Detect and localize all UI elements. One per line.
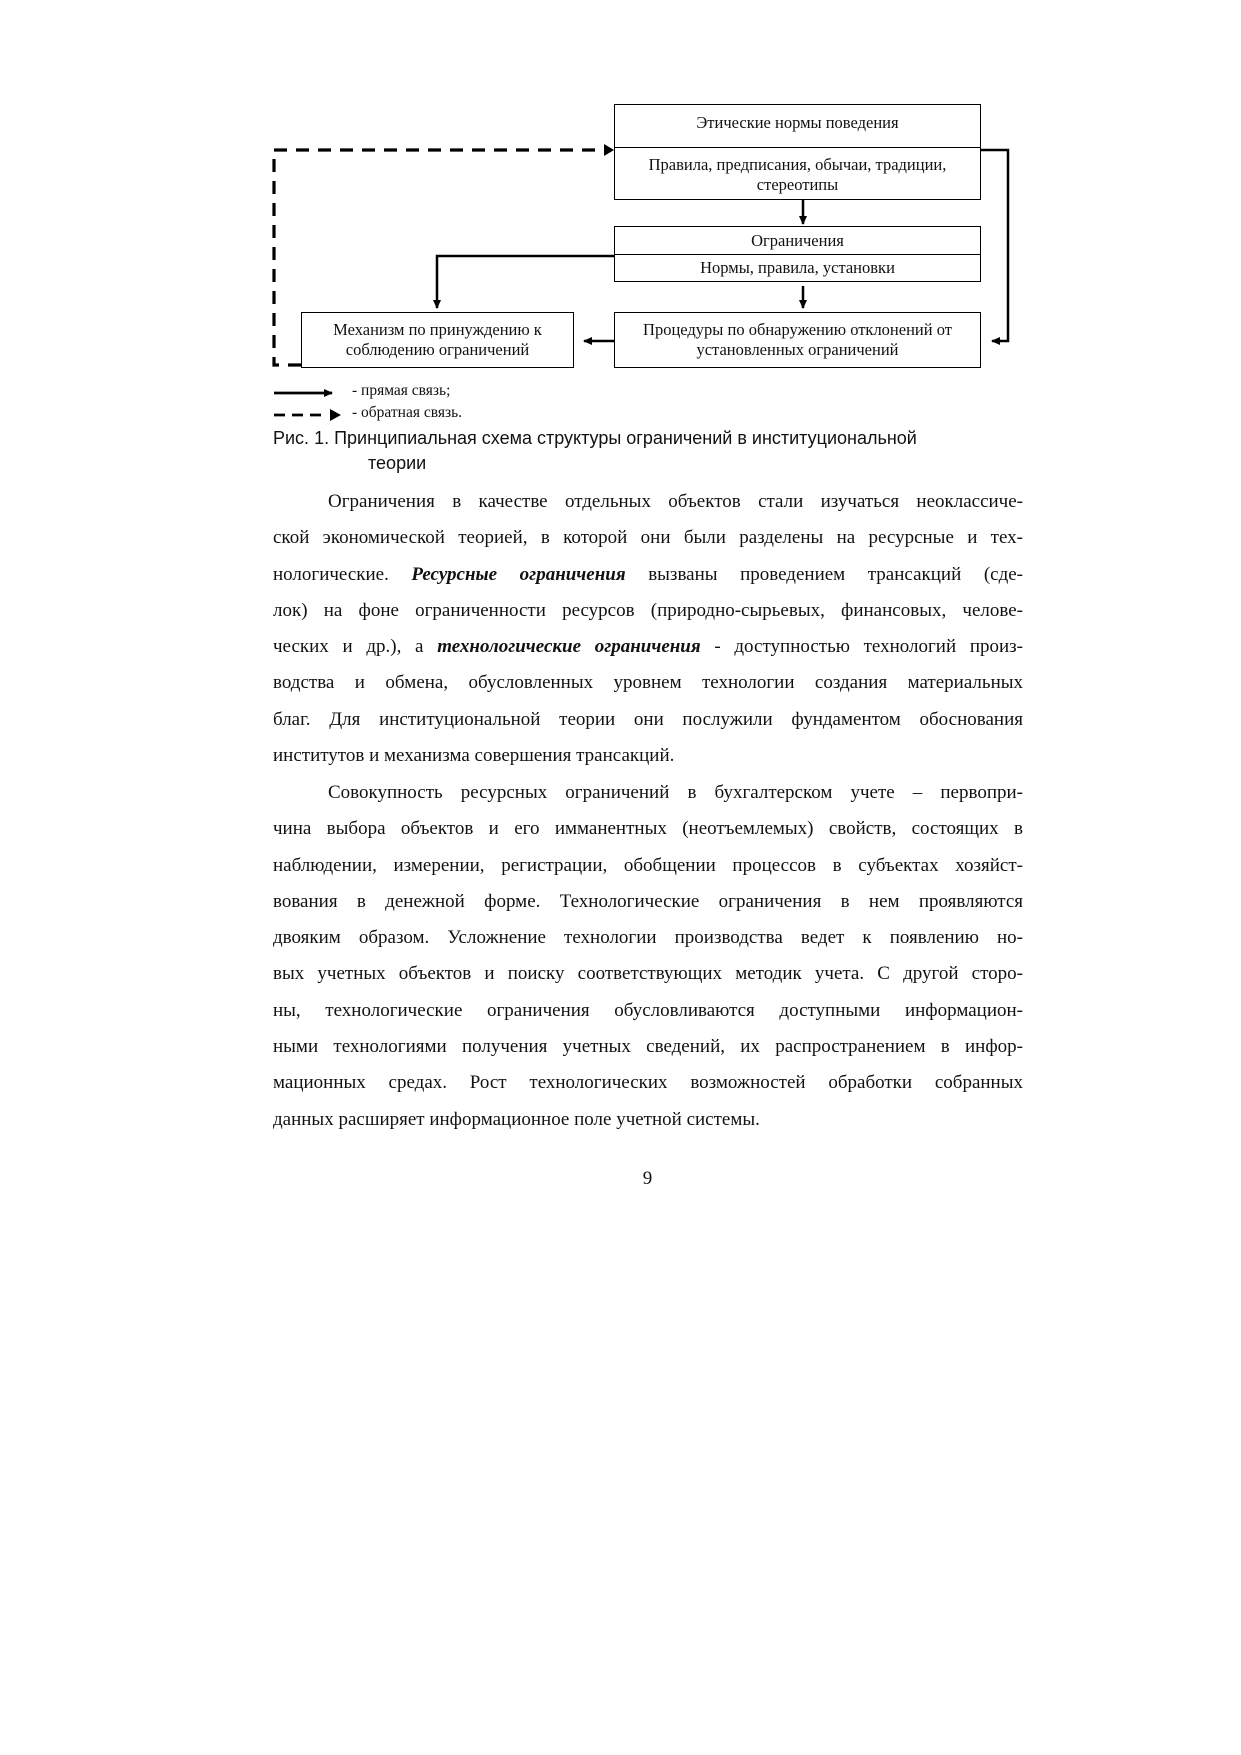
text-line: лок) на фоне ограниченности ресурсов (природно-сырьевых, финансовых, челове- — [273, 599, 1023, 621]
figure-caption — [273, 426, 993, 476]
term-technological-constraints: технологические ограничения — [437, 636, 701, 658]
text-line: вования в денежной форме. Технологические ограничения в нем проявляются — [273, 890, 1023, 912]
ethical-norms-details: Правила, предписания, обычаи, традиции, стереотипы — [648, 155, 947, 194]
text-line: Совокупность ресурсных ограничений в бухгалтерском учете – первопри- — [328, 782, 1023, 803]
figure-caption-line-2: теории — [368, 453, 427, 473]
text-line: ской экономической теорией, в которой они были разделены на ресурсные и тех- — [273, 527, 1023, 549]
text-line: наблюдении, измерении, регистрации, обобщении процессов в субъектах хозяйст- — [273, 854, 1023, 876]
text-line: мационных средах. Рост технологических возможностей обработки собранных — [273, 1072, 1023, 1094]
legend-direct-label: - прямая связь; — [352, 382, 451, 399]
box-enforcement-mechanism — [301, 312, 574, 368]
box-divider — [615, 147, 980, 148]
arrow-constraints-to-mechanism — [437, 256, 614, 308]
box-ethical-norms — [614, 104, 981, 200]
text-line: ны, технологические ограничения обусловливаются доступными информацион- — [273, 999, 1023, 1021]
text-line: ческих и др.), а технологические ограничения - доступностью технологий произ- — [273, 636, 1023, 658]
box-deviation-procedures — [614, 312, 981, 368]
diagram-connectors — [0, 0, 1241, 440]
institutional-constraints-diagram — [0, 0, 1241, 440]
ethical-norms-title: Этические нормы поведения — [696, 113, 899, 132]
text-line: благ. Для институциональной теории они послужили фундаментом обоснования — [273, 708, 1023, 730]
figure-caption-line-1: Рис. 1. Принципиальная схема структуры ограничений в институциональной — [273, 428, 917, 448]
text-line: ными технологиями получения учетных сведений, их распространением в инфор- — [273, 1036, 1023, 1058]
paragraph-1 — [273, 484, 1023, 774]
text-line: Ограничения в качестве отдельных объектов стали изучаться неоклассиче- — [328, 491, 1023, 512]
paragraph-2 — [273, 775, 1023, 1138]
text-line: институтов и механизма совершения трансакций. — [273, 745, 675, 767]
feedback-arrowhead — [604, 144, 614, 156]
box-constraints — [614, 226, 981, 282]
text-line: данных расширяет информационное поле учетной системы. — [273, 1108, 760, 1130]
enforcement-mechanism-text: Механизм по принуждению к соблюдению ограничений — [333, 320, 542, 359]
arrow-ethics-to-procedures — [981, 150, 1008, 341]
deviation-procedures-text: Процедуры по обнаружению отклонений от установленных ограничений — [643, 320, 952, 359]
page-number: 9 — [642, 1168, 653, 1189]
term-resource-constraints: Ресурсные ограничения — [411, 563, 626, 585]
text-line: нологические. Ресурсные ограничения вызваны проведением трансакций (сде- — [273, 563, 1023, 585]
constraints-details: Нормы, правила, установки — [700, 258, 895, 277]
text-line: чина выбора объектов и его имманентных (неотъемлемых) свойств, состоящих в — [273, 818, 1023, 840]
text-line: двояким образом. Усложнение технологии производства ведет к появлению но- — [273, 927, 1023, 949]
text-line: вых учетных объектов и поиску соответствующих методик учета. С другой сторо- — [273, 963, 1023, 985]
legend-feedback-label: - обратная связь. — [352, 404, 463, 421]
constraints-title: Ограничения — [751, 231, 844, 250]
text-line: водства и обмена, обусловленных уровнем технологии создания материальных — [273, 672, 1023, 694]
legend-feedback-arrowhead — [330, 409, 341, 421]
